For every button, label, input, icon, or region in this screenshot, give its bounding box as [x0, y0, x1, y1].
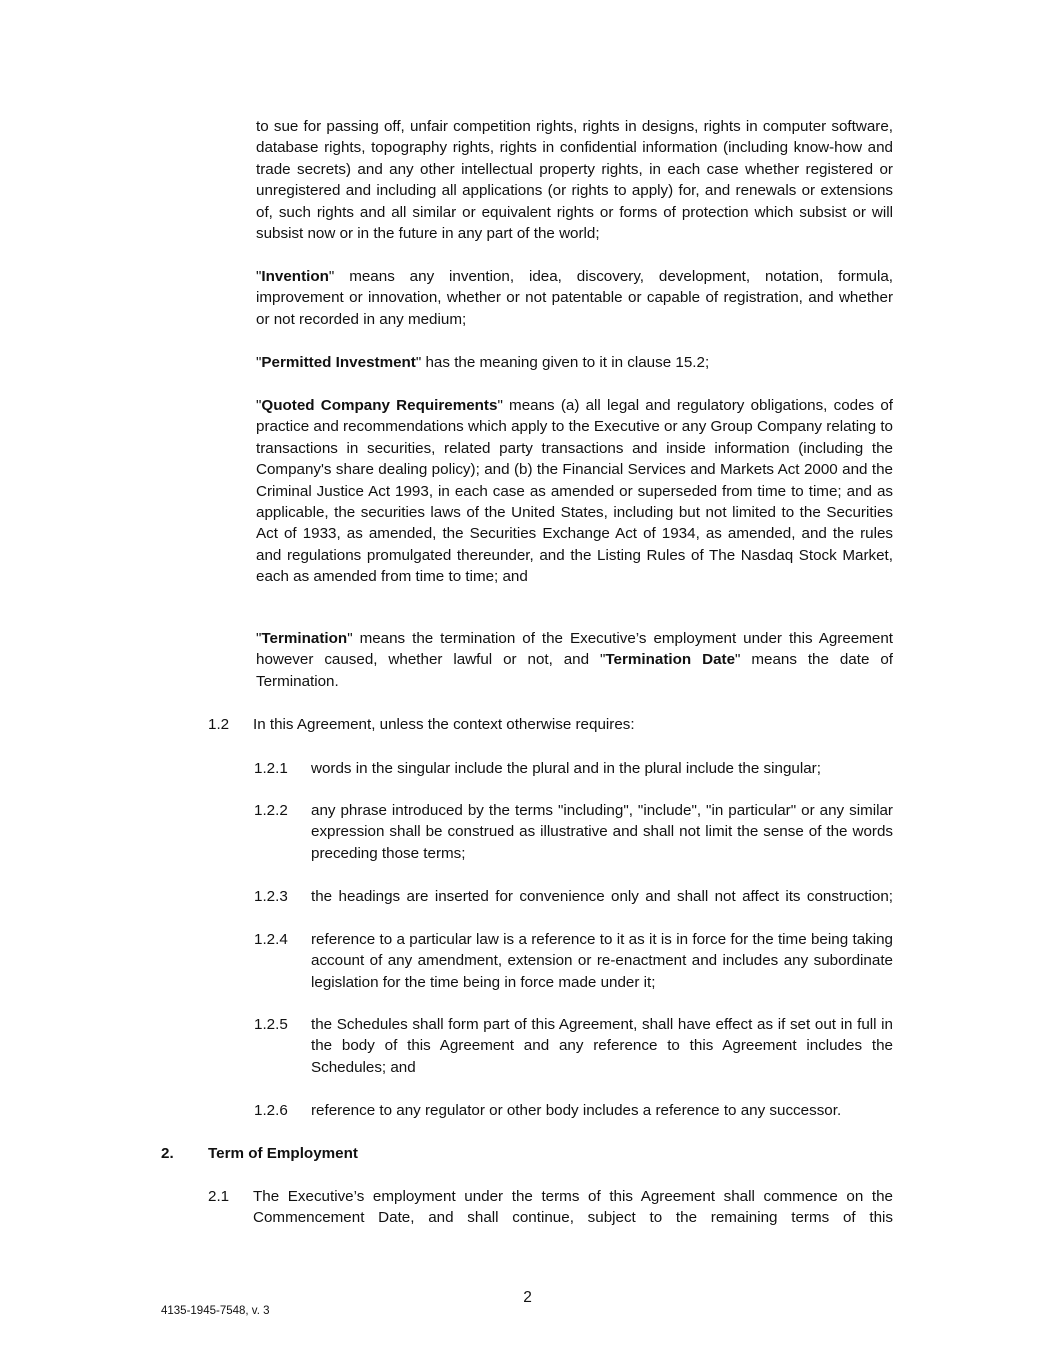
section-heading: Term of Employment [208, 1145, 358, 1162]
definition-text: means (a) all legal and regulatory obligations, codes of practice and recommendations which apply to the Executive or any Group Company relating to transactions in securities, related party transactions and inside information (including the Company's share dealing policy); and (b) the Financial Services and Markets Act 2000 and the Criminal Justice Act 1993, in each case as amended or superseded from time to time; and as applicable, the securities laws of the United States, including but not limited to the Securities Act of 1933, as amended, the Securities Exchange Act of 1934, as amended, and the rules and regulations promulgated thereunder, and the Listing Rules of The Nasdaq Stock Market, each as amended from time to time; and [256, 397, 893, 586]
ip-definition-continued: to sue for passing off, unfair competition rights, rights in designs, rights in computer software, database rights, topography rights, rights in confidential information (including know-how and trade secrets) and any other intellectual property rights, in each case whether registered or unregistered and including all applications (or rights to apply) for, and renewals or extensions of, such rights and all similar or equivalent rights or forms of protection which subsist or will subsist now or in the future in any part of the world; [256, 118, 893, 243]
definition-text: means the termination of the Executive’s employment under this Agreement however caused, whether lawful or not, and [256, 630, 893, 669]
subclause-number: 1.2.6 [254, 1102, 288, 1119]
document-id: 4135-1945-7548, v. 3 [161, 1305, 270, 1317]
definition-term: Termination Date [605, 651, 736, 669]
clause-number: 2.1 [208, 1188, 230, 1205]
definition-term: Permitted Investment [261, 354, 416, 371]
definition-term: Invention [261, 268, 329, 285]
definition-text: means any invention, idea, discovery, development, notation, formula, improvement or innovation, whether or not patentable or capable of registration, and whether or not recorded in any medium; [256, 268, 893, 328]
subclause-text: words in the singular include the plural and in the plural include the singular; [311, 760, 821, 777]
subclause-text: reference to a particular law is a reference to it as it is in force for the time being taking account of any amendment, extension or re-enactment and includes any subordinate legislation for the time being in force made under it; [311, 931, 893, 991]
definition-permitted-investment: "Permitted Investment" has the meaning given to it in clause 15.2; [256, 354, 710, 371]
subclause-number: 1.2.2 [254, 802, 288, 819]
subclause-text: the headings are inserted for convenience only and shall not affect its construction; [311, 888, 893, 905]
definition-term: Termination [261, 630, 348, 647]
definition-termination: "Termination" means the termination of the Executive’s employment under this Agreement however caused, whether lawful or not, and "Termination Date" means the date of Termination. [256, 630, 893, 690]
definition-text: has the meaning given to it in clause 15.2; [421, 354, 710, 371]
subclause-text: the Schedules shall form part of this Agreement, shall have effect as if set out in full in the body of this Agreement and any reference to this Agreement includes the Schedules; and [311, 1016, 893, 1076]
section-number: 2. [161, 1145, 174, 1162]
subclause-number: 1.2.1 [254, 760, 288, 777]
subclause-text: any phrase introduced by the terms "including", "include", "in particular" or any similar expression shall be construed as illustrative and shall not limit the sense of the words preceding those terms; [311, 802, 893, 862]
page-number: 2 [523, 1289, 532, 1306]
clause-text: In this Agreement, unless the context otherwise requires: [253, 716, 635, 733]
subclause-number: 1.2.3 [254, 888, 288, 905]
definition-text: means the date of Termination. [256, 651, 893, 690]
subclause-number: 1.2.4 [254, 931, 288, 948]
definition-quoted-company-requirements: "Quoted Company Requirements" means (a) all legal and regulatory obligations, codes of practice and recommendations which apply to the Executive or any Group Company relating to transactions in securities, related party transactions and inside information (including the Company's share dealing policy); and (b) the Financial Services and Markets Act 2000 and the Criminal Justice Act 1993, in each case as amended or superseded from time to time; and as applicable, the securities laws of the United States, including but not limited to the Securities Act of 1933, as amended, the Securities Exchange Act of 1934, as amended, and the rules and regulations promulgated thereunder, and the Listing Rules of The Nasdaq Stock Market, each as amended from time to time; and [256, 397, 893, 586]
definition-term: Quoted Company Requirements [261, 397, 498, 414]
clause-text: The Executive’s employment under the terms of this Agreement shall commence on the Commencement Date, and shall continue, subject to the remaining terms of this [253, 1188, 893, 1227]
clause-number: 1.2 [208, 716, 230, 733]
subclause-text: reference to any regulator or other body includes a reference to any successor. [311, 1102, 842, 1119]
subclause-number: 1.2.5 [254, 1016, 288, 1033]
definition-invention: "Invention" means any invention, idea, discovery, development, notation, formula, improvement or innovation, whether or not patentable or capable of registration, and whether or not recorded in any medium; [256, 268, 893, 328]
